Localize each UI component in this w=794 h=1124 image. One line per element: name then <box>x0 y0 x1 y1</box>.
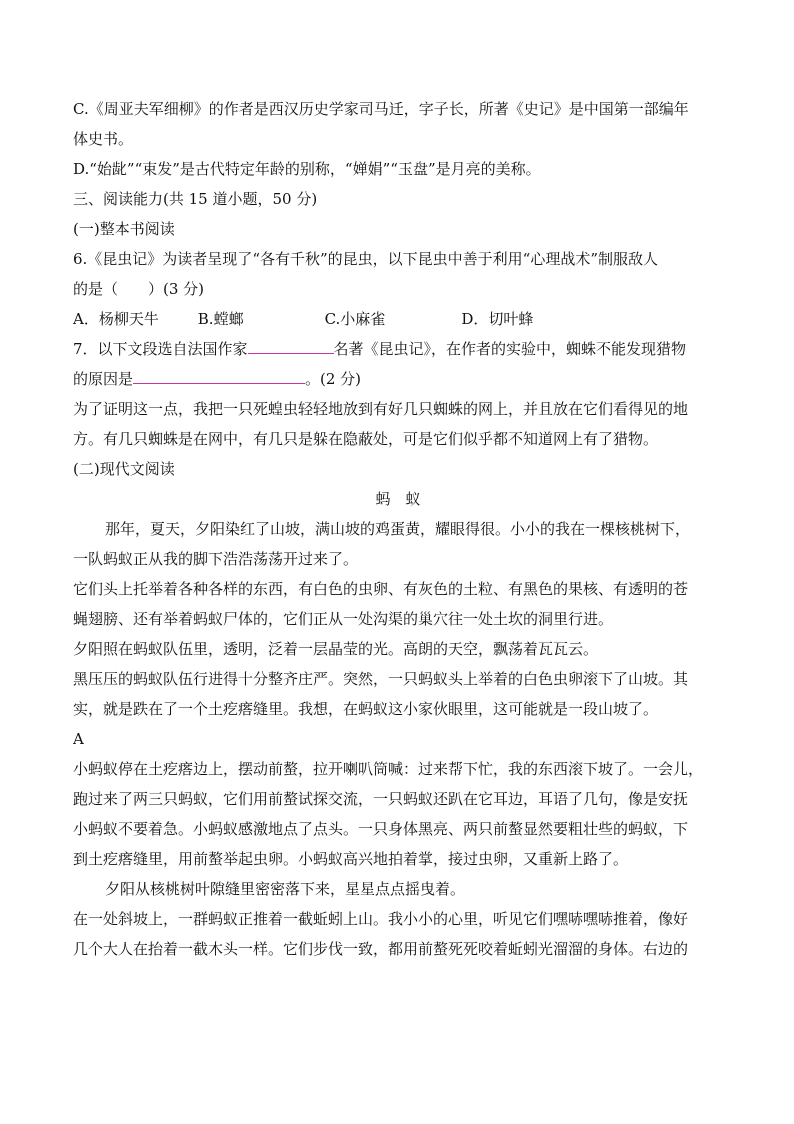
paragraph-7-line2: 几个大人在抬着一截木头一样。它们步伐一致，都用前螯死死咬着蚯蚓光溜溜的身体。右边的 <box>73 940 689 958</box>
paragraph-7-line1: 在一处斜坡上，一群蚂蚁正推着一截蚯蚓上山。我小小的心里，听见它们嘿哧嘿哧推着，像好 <box>73 910 689 928</box>
question-6-options <box>73 304 723 334</box>
paragraph-6: 夕阳从核桃树叶隙缝里密密落下来，星星点点摇曳着。 <box>105 880 466 898</box>
question-7-text-c: 的原因是 <box>73 370 134 388</box>
paragraph-1-line1: 那年，夏天，夕阳染红了山坡，满山坡的鸡蛋黄，耀眼得很。小小的我在一棵核桃树下， <box>105 520 691 538</box>
option-d-choice: D．切叶蜂 <box>461 310 534 328</box>
question-7-line1 <box>73 334 723 364</box>
paragraph-4-line1: 黑压压的蚂蚁队伍行进得十分整齐庄严。突然，一只蚂蚁头上举着的白色虫卵滚下了山坡。其 <box>73 670 689 688</box>
answer-blank-author[interactable] <box>248 336 334 354</box>
subsection-1-heading: (一)整本书阅读 <box>73 220 175 238</box>
option-b: B.螳螂 <box>197 310 244 328</box>
question-7-text-a: 7．以下文段选自法国作家 <box>73 340 248 358</box>
document-page <box>73 94 723 964</box>
marker-a: A <box>73 730 84 748</box>
question-6-line1: 6.《昆虫记》为读者呈现了“各有千秋”的昆虫，以下昆虫中善于利用“心理战术”制服敌人 <box>73 250 658 268</box>
paragraph-4-line2: 实，就是跌在了一个土疙瘩缝里。我想，在蚂蚁这小家伙眼里，这可能就是一段山坡了。 <box>73 700 659 718</box>
answer-blank-reason[interactable] <box>133 366 305 384</box>
excerpt-line1: 为了证明这一点，我把一只死蝗虫轻轻地放到有好几只蜘蛛的网上，并且放在它们看得见的地 <box>73 400 689 418</box>
question-7-text-d: 。(2 分) <box>305 370 362 388</box>
question-6-line2: 的是（ ）(3 分) <box>73 280 205 298</box>
paragraph-5-line2: 跑过来了两三只蚂蚁，它们用前螯试探交流，一只蚂蚁还趴在它耳边，耳语了几句，像是安抚 <box>73 790 689 808</box>
question-7-text-b: 名著《昆虫记》，在作者的实验中，蜘蛛不能发现猎物 <box>333 340 687 358</box>
option-c: C.小麻雀 <box>324 310 386 328</box>
paragraph-2-line2: 蝇翅膀、还有举着蚂蚁尸体的，它们正从一处沟渠的巢穴往一处土坎的洞里行进。 <box>73 610 614 628</box>
paragraph-5-line3: 小蚂蚁不要着急。小蚂蚁感激地点了点头。一只身体黑亮、两只前螯显然要粗壮些的蚂蚁，下 <box>73 820 689 838</box>
question-7-line2 <box>73 364 723 394</box>
paragraph-1-line2: 一队蚂蚁正从我的脚下浩浩荡荡开过来了。 <box>73 550 359 568</box>
option-c-line2: 体史书。 <box>73 130 134 148</box>
excerpt-line2: 方。有几只蜘蛛是在网中，有几只是躲在隐蔽处，可是它们似乎都不知道网上有了猎物。 <box>73 430 659 448</box>
paragraph-3: 夕阳照在蚂蚁队伍里，透明，泛着一层晶莹的光。高朗的天空，飘荡着瓦瓦云。 <box>73 640 599 658</box>
paragraph-2-line1: 它们头上托举着各种各样的东西，有白色的虫卵、有灰色的土粒、有黑色的果核、有透明的苍 <box>73 580 689 598</box>
subsection-2-heading: (二)现代文阅读 <box>73 460 175 478</box>
section-3-heading: 三、阅读能力(共 15 道小题，50 分) <box>73 190 318 208</box>
paragraph-5-line1: 小蚂蚁停在土疙瘩边上，摆动前螯，拉开喇叭筒喊：过来帮下忙，我的东西滚下坡了。一会儿， <box>73 760 704 778</box>
article-title: 蚂 蚁 <box>375 490 421 508</box>
option-c-line1: C.《周亚夫军细柳》的作者是西汉历史学家司马迁，字子长，所著《史记》是中国第一部编年 <box>73 100 689 118</box>
option-d: D.“始龀”“束发”是古代特定年龄的别称，“婵娟”“玉盘”是月亮的美称。 <box>73 160 541 178</box>
paragraph-5-line4: 到土疙瘩缝里，用前螯举起虫卵。小蚂蚁高兴地拍着掌，接过虫卵，又重新上路了。 <box>73 850 629 868</box>
option-a: A．杨柳天牛 <box>73 310 159 328</box>
